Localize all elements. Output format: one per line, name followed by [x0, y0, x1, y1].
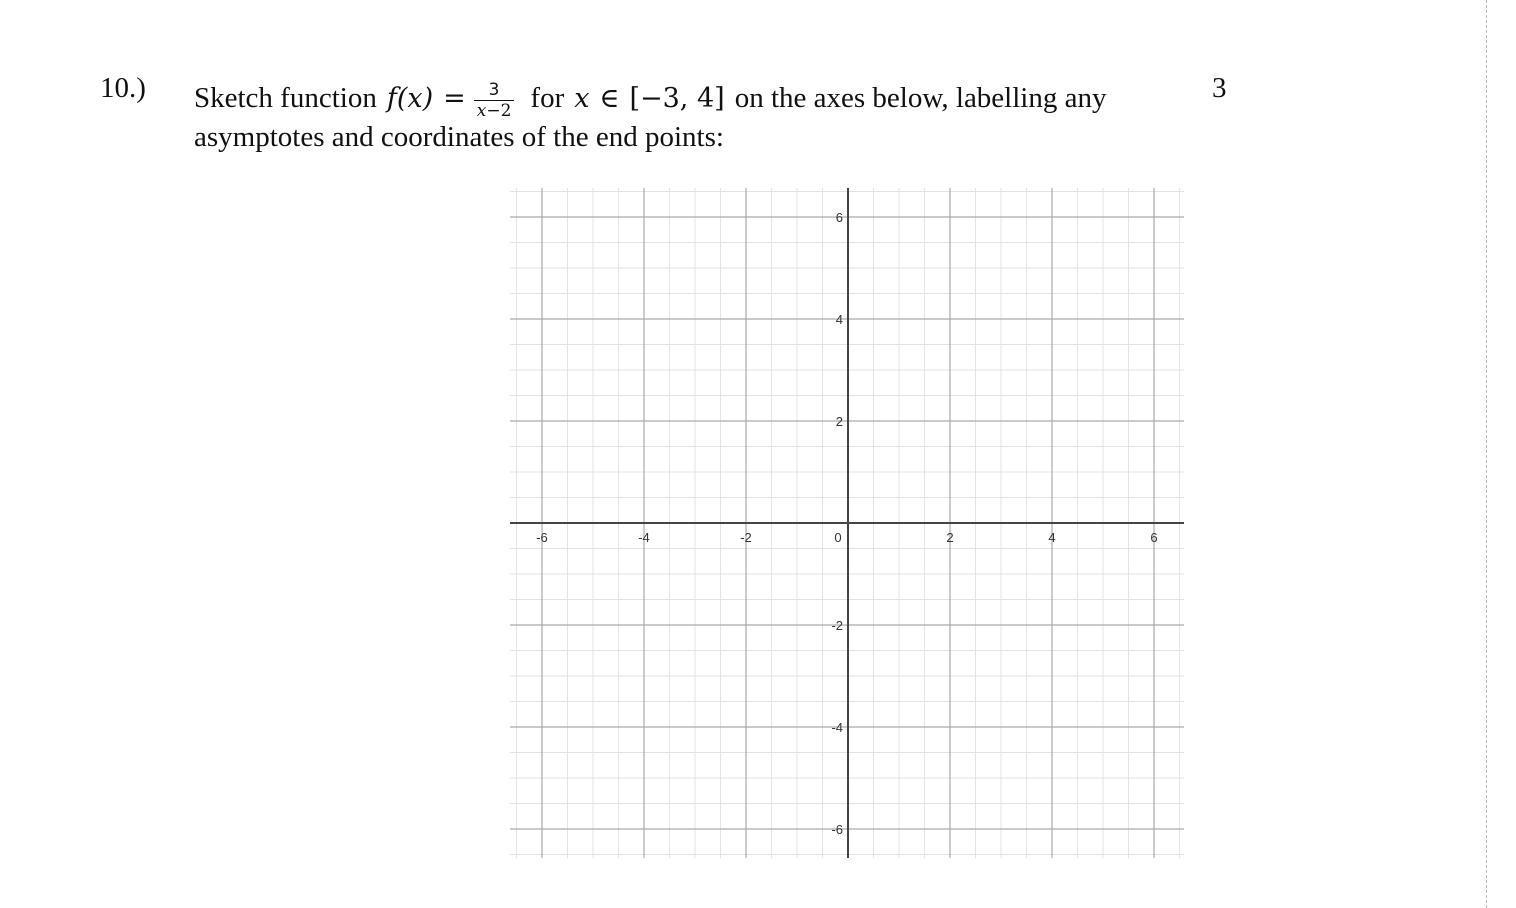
x-tick-label: -2 — [740, 530, 752, 545]
question-marks: 3 — [1212, 72, 1227, 104]
y-tick-label: 6 — [835, 210, 843, 225]
y-tick-label: -4 — [831, 720, 843, 735]
x-tick-label: -4 — [638, 530, 650, 545]
y-tick-label: -6 — [831, 822, 843, 837]
y-tick-label: -2 — [831, 618, 843, 633]
question-number: 10.) — [100, 72, 146, 104]
y-tick-label: 2 — [835, 414, 843, 429]
axes — [510, 188, 1184, 858]
fraction-numerator: 3 — [488, 79, 500, 100]
element-of-symbol: ∈ — [599, 82, 620, 114]
text-for: for — [530, 81, 565, 114]
function-name: f — [386, 82, 397, 114]
page-border-dashed — [1486, 0, 1487, 908]
x-tick-label: -6 — [536, 530, 548, 545]
x-tick-label: 2 — [946, 530, 954, 545]
denominator-var: x — [476, 100, 487, 121]
question-line-2: asymptotes and coordinates of the end points: — [194, 121, 724, 153]
x-tick-label: 0 — [834, 530, 842, 545]
interval-var: x — [574, 82, 590, 114]
denominator-rest: −2 — [486, 100, 512, 121]
function-arg: (x) — [396, 82, 434, 114]
y-tick-label: 4 — [835, 312, 843, 327]
interval: [−3, 4] — [629, 82, 725, 114]
equals-sign: = — [443, 82, 466, 114]
x-tick-label: 4 — [1048, 530, 1056, 545]
text-sketch-function: Sketch function — [194, 81, 377, 114]
x-tick-label: 6 — [1150, 530, 1158, 545]
text-after-interval: on the axes below, labelling any — [734, 81, 1107, 114]
